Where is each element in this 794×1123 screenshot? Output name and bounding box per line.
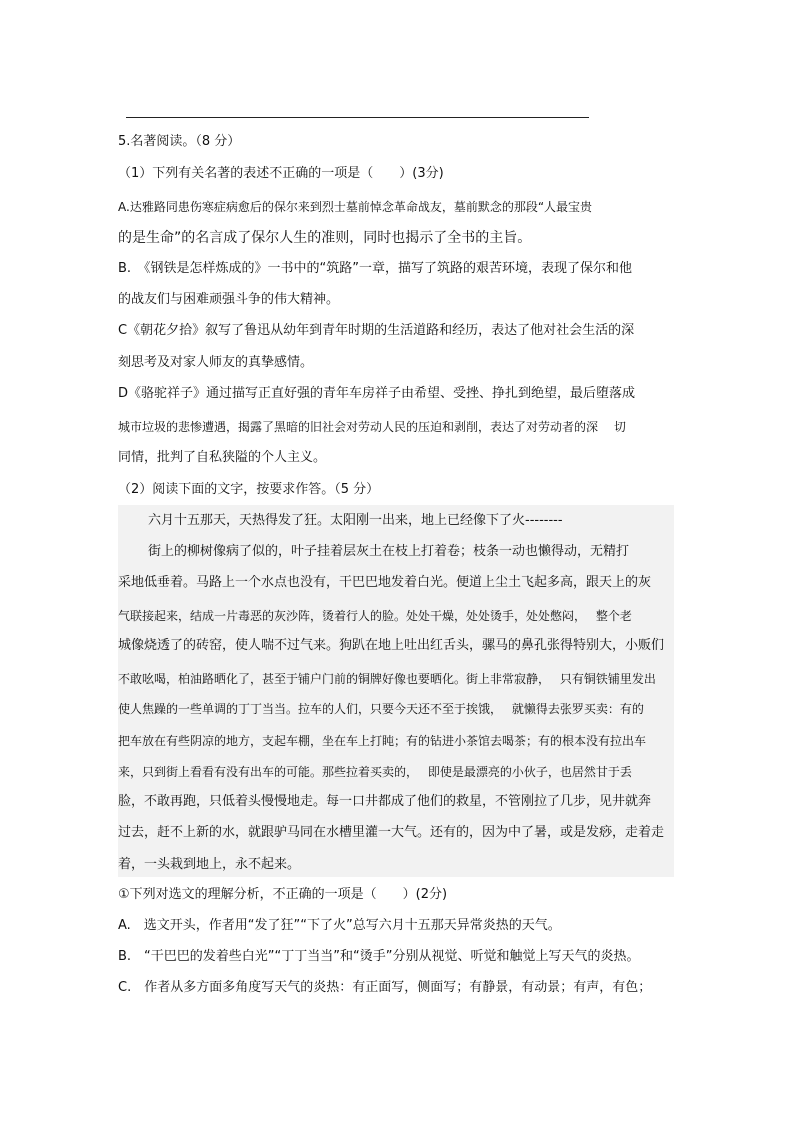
question-2-option-c: C. 作者从多方面多角度写天气的炎热：有正面写，侧面写；有静景，有动景；有声，有色； bbox=[118, 980, 652, 995]
option-b-line2: 的战友们与困难顽强斗争的伟大精神。 bbox=[118, 292, 340, 307]
passage-line-4: 城像烧透了的砖窑，使人喘不过气来。狗趴在地上吐出红舌头，骡马的鼻孔张得特别大，小贩们 bbox=[118, 638, 665, 653]
sub-question-2: （2）阅读下面的文字，按要求作答。（5 分） bbox=[118, 482, 380, 497]
option-a-line1: A.达雅路同患伤寒症病愈后的保尔来到烈士墓前悼念革命战友，墓前默念的那段“人最宝贵 bbox=[118, 200, 593, 214]
passage-line-8: 来，只到街上看看有没有出车的可能。那些拉着买卖的， 即使是最漂亮的小伙子，也居然甘于丢 bbox=[118, 765, 632, 779]
option-d-line1: D《骆驼祥子》通过描写正直好强的青年车房祥子由希望、受挫、挣扎到绝望，最后堕落成 bbox=[118, 386, 636, 401]
option-a-line2: 的是生命”的名言成了保尔人生的准则，同时也揭示了全书的主旨。 bbox=[118, 230, 532, 246]
question-2-stem: ①下列对选文的理解分析，不正确的一项是（ ）(2分) bbox=[118, 887, 448, 902]
option-b-line1: B. 《钢铁是怎样炼成的》一书中的“筑路”一章，描写了筑路的艰苦环境，表现了保尔和他 bbox=[118, 261, 633, 276]
passage-paragraph-1: 六月十五那天，天热得发了狂。太阳刚一出来，地上已经像下了火-------- bbox=[148, 513, 563, 528]
top-rule bbox=[126, 117, 589, 118]
passage-line-7: 把车放在有些阴凉的地方，支起车棚，坐在车上打盹；有的钻进小茶馆去喝茶；有的根本没有拉出车 bbox=[118, 734, 647, 748]
option-d-line2: 城市垃圾的悲惨遭遇，揭露了黑暗的旧社会对劳动人民的压迫和剥削，表达了对劳动者的深 切 bbox=[118, 420, 626, 434]
passage-line-5: 不敢吆喝，柏油路晒化了，甚至于铺户门前的铜牌好像也要晒化。街上非常寂静， 只有铜铁铺里发出 bbox=[118, 672, 656, 686]
passage-line-3: 气联接起来，结成一片毒恶的灰沙阵，烫着行人的脸。处处干燥，处处烫手，处处憋闷， 整个老 bbox=[118, 609, 632, 623]
sub-question-1: （1）下列有关名著的表述不正确的一项是（ ）(3分) bbox=[118, 166, 444, 181]
passage-line-9: 脸，不敢再跑，只低着头慢慢地走。每一口井都成了他们的救星，不管刚拉了几步，见井就奔 bbox=[118, 794, 652, 809]
option-c-line2: 刻思考及对家人师友的真挚感情。 bbox=[118, 355, 314, 370]
question-title: 5.名著阅读。（8 分） bbox=[118, 134, 241, 149]
option-c-line1: C《朝花夕拾》叙写了鲁迅从幼年到青年时期的生活道路和经历，表达了他对社会生活的深 bbox=[118, 323, 635, 338]
passage-line-2: 采地低垂着。马路上一个水点也没有，干巴巴地发着白光。便道上尘土飞起多高，跟天上的灰 bbox=[118, 575, 652, 590]
passage-line-10: 过去，赶不上新的水，就跟驴马同在水槽里灌一大气。还有的，因为中了暑，或是发痧，走着走 bbox=[118, 825, 665, 840]
passage-line-6: 使人焦躁的一些单调的丁丁当当。拉车的人们，只要今天还不至于挨饿， 就懒得去张罗买卖：有的 bbox=[118, 702, 644, 716]
question-2-option-b: B. “干巴巴的发着些白光”“丁丁当当”和“烫手”分别从视觉、听觉和触觉上写天气的炎热。 bbox=[118, 949, 640, 964]
option-d-line3: 同情，批判了自私狭隘的个人主义。 bbox=[118, 450, 327, 465]
passage-line-11: 着，一头栽到地上，永不起来。 bbox=[118, 857, 301, 872]
question-2-option-a: A. 选文开头，作者用“发了狂”“下了火”总写六月十五那天异常炎热的天气。 bbox=[118, 918, 561, 933]
passage-line-1: 街上的柳树像病了似的，叶子挂着层灰土在枝上打着卷；枝条一动也懒得动，无精打 bbox=[148, 544, 630, 559]
